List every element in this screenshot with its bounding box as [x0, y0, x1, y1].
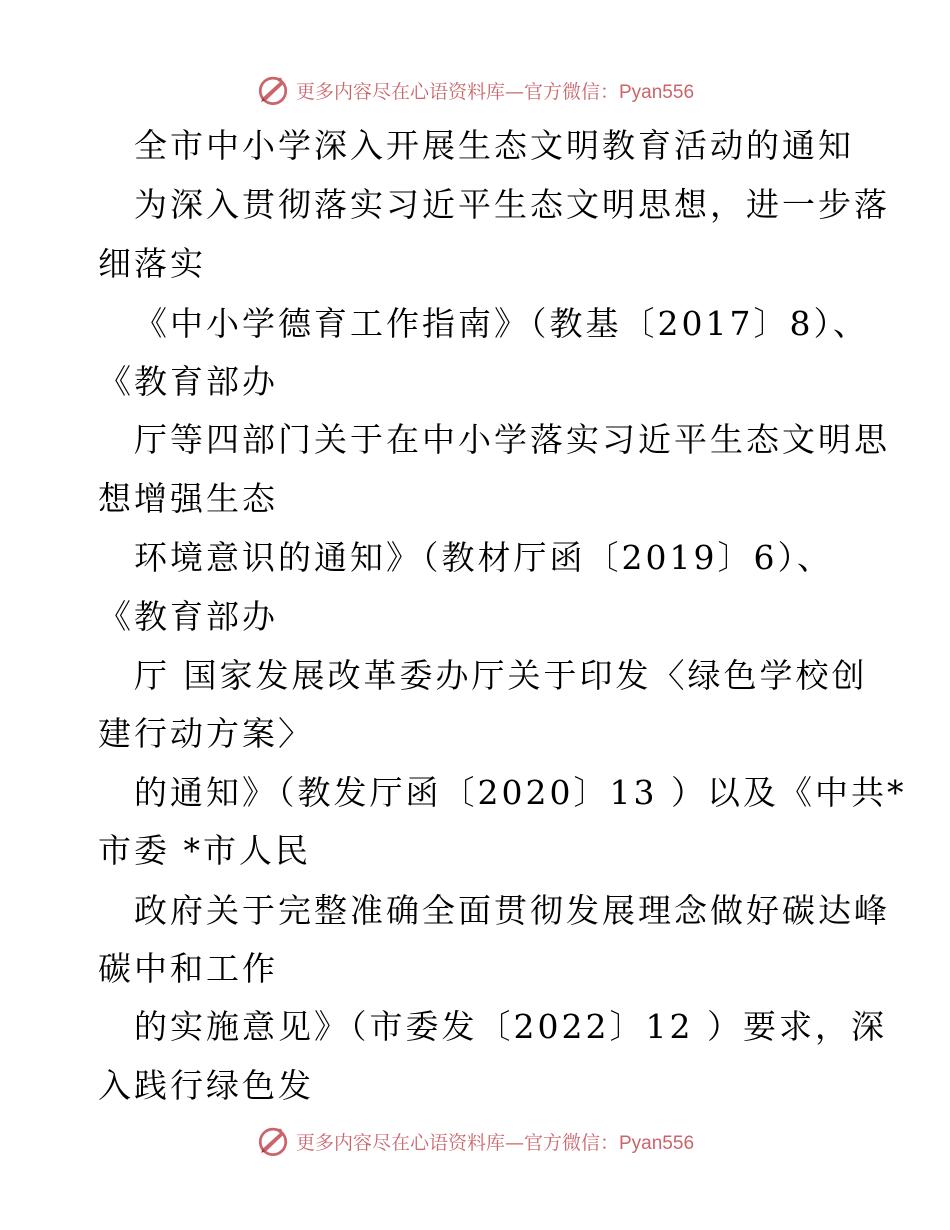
doc-line: 《教育部办 — [98, 362, 278, 401]
watermark-handle: Pyan556 — [619, 81, 695, 103]
watermark-text — [296, 1128, 694, 1155]
doc-line: 碳中和工作 — [98, 949, 278, 988]
doc-line: 政府关于完整准确全面贯彻发展理念做好碳达峰 — [134, 891, 890, 930]
doc-line: 想增强生态 — [98, 479, 278, 518]
doc-line: 《中小学德育工作指南》（教基〔2017〕8）、 — [134, 304, 869, 343]
doc-line: 厅等四部门关于在中小学落实习近平生态文明思 — [134, 420, 890, 459]
doc-line: 细落实 — [98, 244, 206, 283]
doc-line: 入践行绿色发 — [98, 1066, 314, 1105]
watermark-label: 更多内容尽在心语资料库—官方微信： — [295, 1131, 619, 1154]
doc-line: 建行动方案〉 — [98, 714, 314, 753]
pen-logo-icon — [256, 1124, 290, 1158]
watermark-label: 更多内容尽在心语资料库—官方微信： — [295, 80, 619, 103]
watermark-handle: Pyan556 — [619, 1132, 695, 1154]
doc-line: 的通知》（教发厅函〔2020〕13 ）以及《中共* — [134, 773, 907, 812]
doc-line: 的实施意见》（市委发〔2022〕12 ）要求，深 — [134, 1007, 887, 1046]
doc-line: 厅 国家发展改革委办厅关于印发〈绿色学校创 — [134, 656, 868, 695]
doc-line: 环境意识的通知》（教材厅函〔2019〕6）、 — [134, 538, 833, 577]
footer-watermark — [0, 1121, 950, 1161]
doc-title: 全市中小学深入开展生态文明教育活动的通知 — [134, 126, 854, 165]
doc-line: 《教育部办 — [98, 597, 278, 636]
doc-line: 市委 *市人民 — [98, 831, 311, 870]
doc-line: 为深入贯彻落实习近平生态文明思想，进一步落 — [134, 185, 890, 224]
